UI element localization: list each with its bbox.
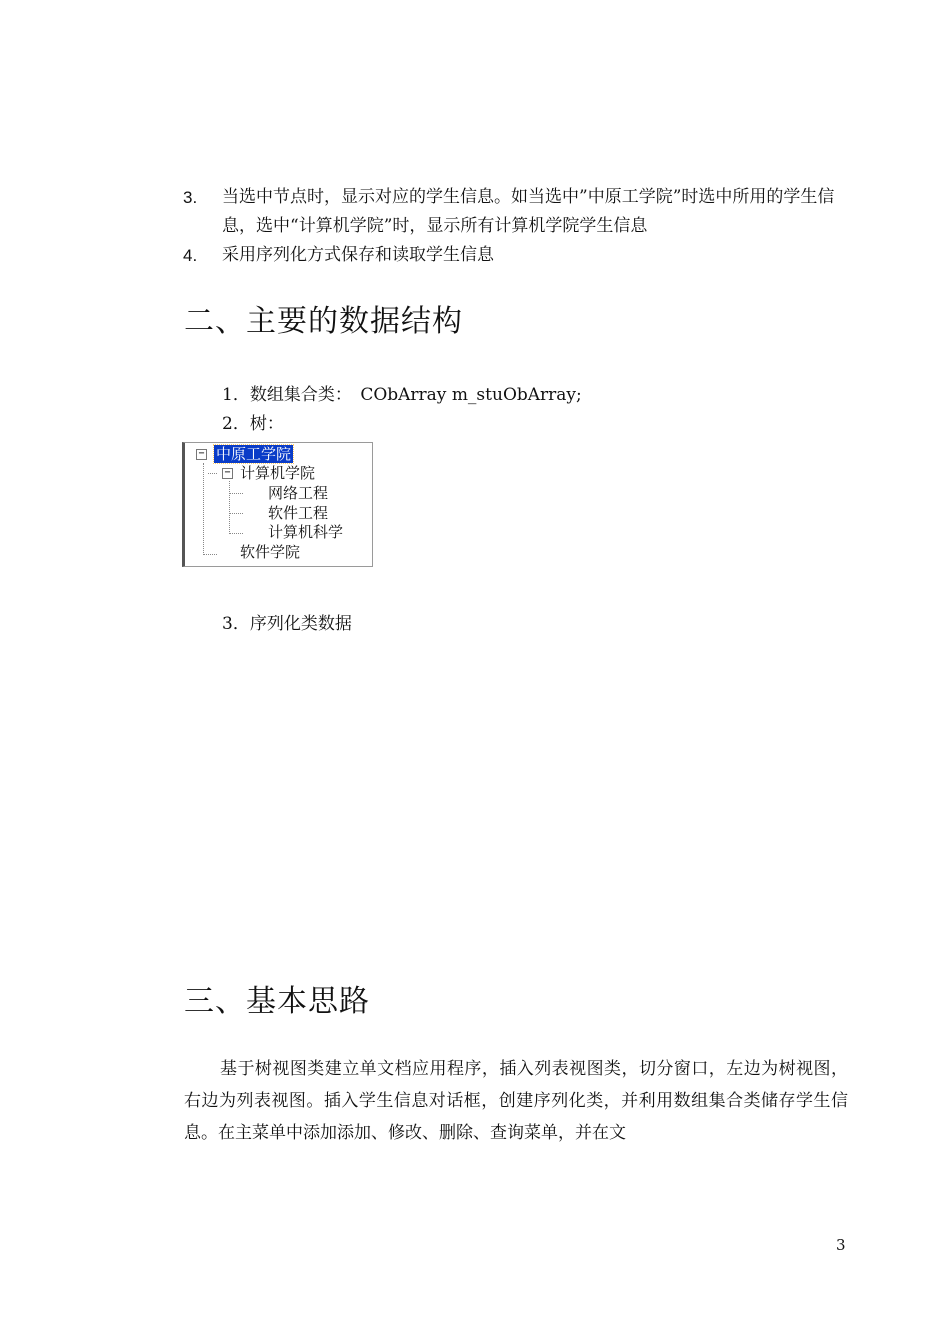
tree-node-software-engineering[interactable]: 软件工程 (268, 504, 329, 522)
page-number: 3 (836, 1236, 846, 1254)
collapse-toggle-root[interactable]: − (196, 449, 207, 460)
data-structure-item-3: 3．序列化类数据 (222, 614, 352, 634)
list-text: 采用序列化方式保存和读取学生信息 (222, 245, 494, 265)
tree-connector (203, 463, 204, 555)
section-heading-data-structures: 二、主要的数据结构 (184, 304, 463, 339)
data-structure-item-1: 1．数组集合类： CObArray m_stuObArray; (222, 385, 582, 405)
data-structure-item-2: 2．树： (222, 414, 284, 434)
tree-connector (208, 473, 217, 474)
list-number: 4. (183, 246, 198, 265)
tree-connector (229, 493, 243, 494)
tree-connector (229, 533, 243, 534)
list-number: 3. (183, 188, 198, 207)
tree-connector (229, 513, 243, 514)
tree-connector (203, 554, 217, 555)
tree-node-root[interactable]: 中原工学院 (216, 445, 292, 463)
collapse-toggle-child[interactable]: − (222, 468, 233, 479)
basic-idea-paragraph: 基于树视图类建立单文档应用程序，插入列表视图类，切分窗口，左边为树视图，右边为列表视图。插入学生信息对话框，创建序列化类，并利用数组集合类储存学生信息。在主菜单中添加添加、修改、删除、查询菜单，并在文 (184, 1059, 848, 1143)
tree-node-network-engineering[interactable]: 网络工程 (268, 484, 329, 502)
list-text: 当选中节点时，显示对应的学生信息。如当选中”中原工学院”时选中所用的学生信息，选中“计算机学院”时，显示所有计算机学院学生信息 (222, 187, 835, 236)
tree-node-software-college[interactable]: 软件学院 (240, 543, 301, 561)
section-heading-basic-idea: 三、基本思路 (184, 984, 370, 1019)
tree-node-computer-college[interactable]: 计算机学院 (240, 464, 316, 482)
tree-node-computer-science[interactable]: 计算机科学 (268, 523, 344, 541)
tree-view[interactable] (182, 442, 373, 567)
tree-connector (229, 481, 230, 534)
